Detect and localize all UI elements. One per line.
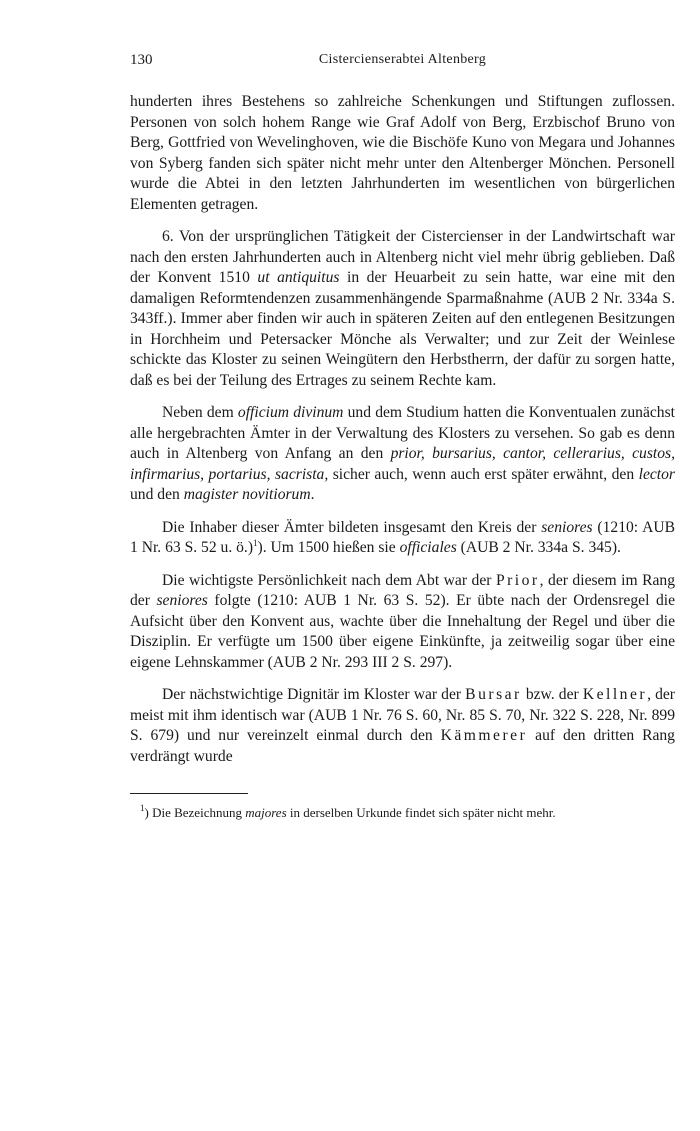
footnote-divider xyxy=(130,793,248,794)
book-page xyxy=(130,50,675,821)
footnote-ref: 1 xyxy=(253,538,258,548)
page-number: 130 xyxy=(130,52,153,68)
paragraph-3: Neben dem officium divinum und dem Studium hatten die Konventualen zunächst alle hergebrachten Ämter in der Verwaltung des Klosters zu versehen. So gab es denn auch in Altenberg von Anfang an den prior, bursarius, cantor, cellerarius, custos, infirmarius, portarius, sacrista, sicher auch, wenn auch erst später erwähnt, den lector und den magister novitiorum. xyxy=(130,404,675,503)
paragraph-2: 6. Von der ursprünglichen Tätigkeit der Cistercienser in der Landwirtschaft war nach den ersten Jahrhunderten auch in Altenberg nicht viel mehr übrig geblieben. Daß der Konvent 1510 ut antiquitus in der Heuarbeit zu sein hatte, war eine mit den damaligen Reformtendenzen zusammenhängende Sparmaßnahme (AUB 2 Nr. 334a S. 343ff.). Immer aber finden wir auch in späteren Zeiten auf den entlegenen Besitzungen in Horchheim und Petersacker Mönche als Verwalter; und zur Zeit der Weinlese schickte das Kloster zu seinen Weingütern den Herbstherrn, der dafür zu sorgen hatte, daß es bei der Teilung des Ertrages zu seinem Rechte kam. xyxy=(130,228,675,389)
paragraph-5: Die wichtigste Persönlichkeit nach dem Abt war der Prior, der diesem im Rang der seniores folgte (1210: AUB 1 Nr. 63 S. 52). Er übte nach der Ordensregel die Aufsicht über den Konvent aus, wachte über die Innehaltung der Regel und über die Disziplin. Er verfügte um 1500 über eigene Einkünfte, ja zeitweilig sogar über eine eigene Lehnskammer (AUB 2 Nr. 293 III 2 S. 297). xyxy=(130,571,676,671)
paragraph-1: hunderten ihres Bestehens so zahlreiche Schenkungen und Stiftungen zuflossen. Personen von solch hohem Range wie Graf Adolf von Berg, Erzbischof Bruno von Berg, Gottfried von Wevelinghoven, wie die Bischöfe Kuno von Megara und Johannes von Syberg fanden sich später nicht mehr unter den Altenberger Mönchen. Personell wurde die Abtei in den letzten Jahrhunderten im wesentlichen von bürgerlichen Elementen getragen. xyxy=(130,93,675,213)
footnote: $^1$) Die Bezeichnung majores in derselben Urkunde findet sich später nicht mehr. xyxy=(140,803,556,820)
paragraph-4: Die Inhaber dieser Ämter bildeten insgesamt den Kreis der seniores (1210: AUB 1 Nr. 63 S. 52 u. ö.)$^1$). Um 1500 hießen sie officiales (AUB 2 Nr. 334a S. 345). xyxy=(130,518,676,556)
running-title: Cistercienserabtei Altenberg xyxy=(318,52,487,67)
paragraph-6: Der nächstwichtige Dignitär im Kloster war der Bursar bzw. der Kellner, der meist mit ihm identisch war (AUB 1 Nr. 76 S. 60, Nr. 85 S. 70, Nr. 322 S. 228, Nr. 899 S. 679) und nur vereinzelt einmal durch den Kämmerer auf den dritten Rang verdrängt wurde xyxy=(130,686,675,765)
footnote-marker: 1 xyxy=(140,803,145,813)
page-header xyxy=(130,50,675,72)
